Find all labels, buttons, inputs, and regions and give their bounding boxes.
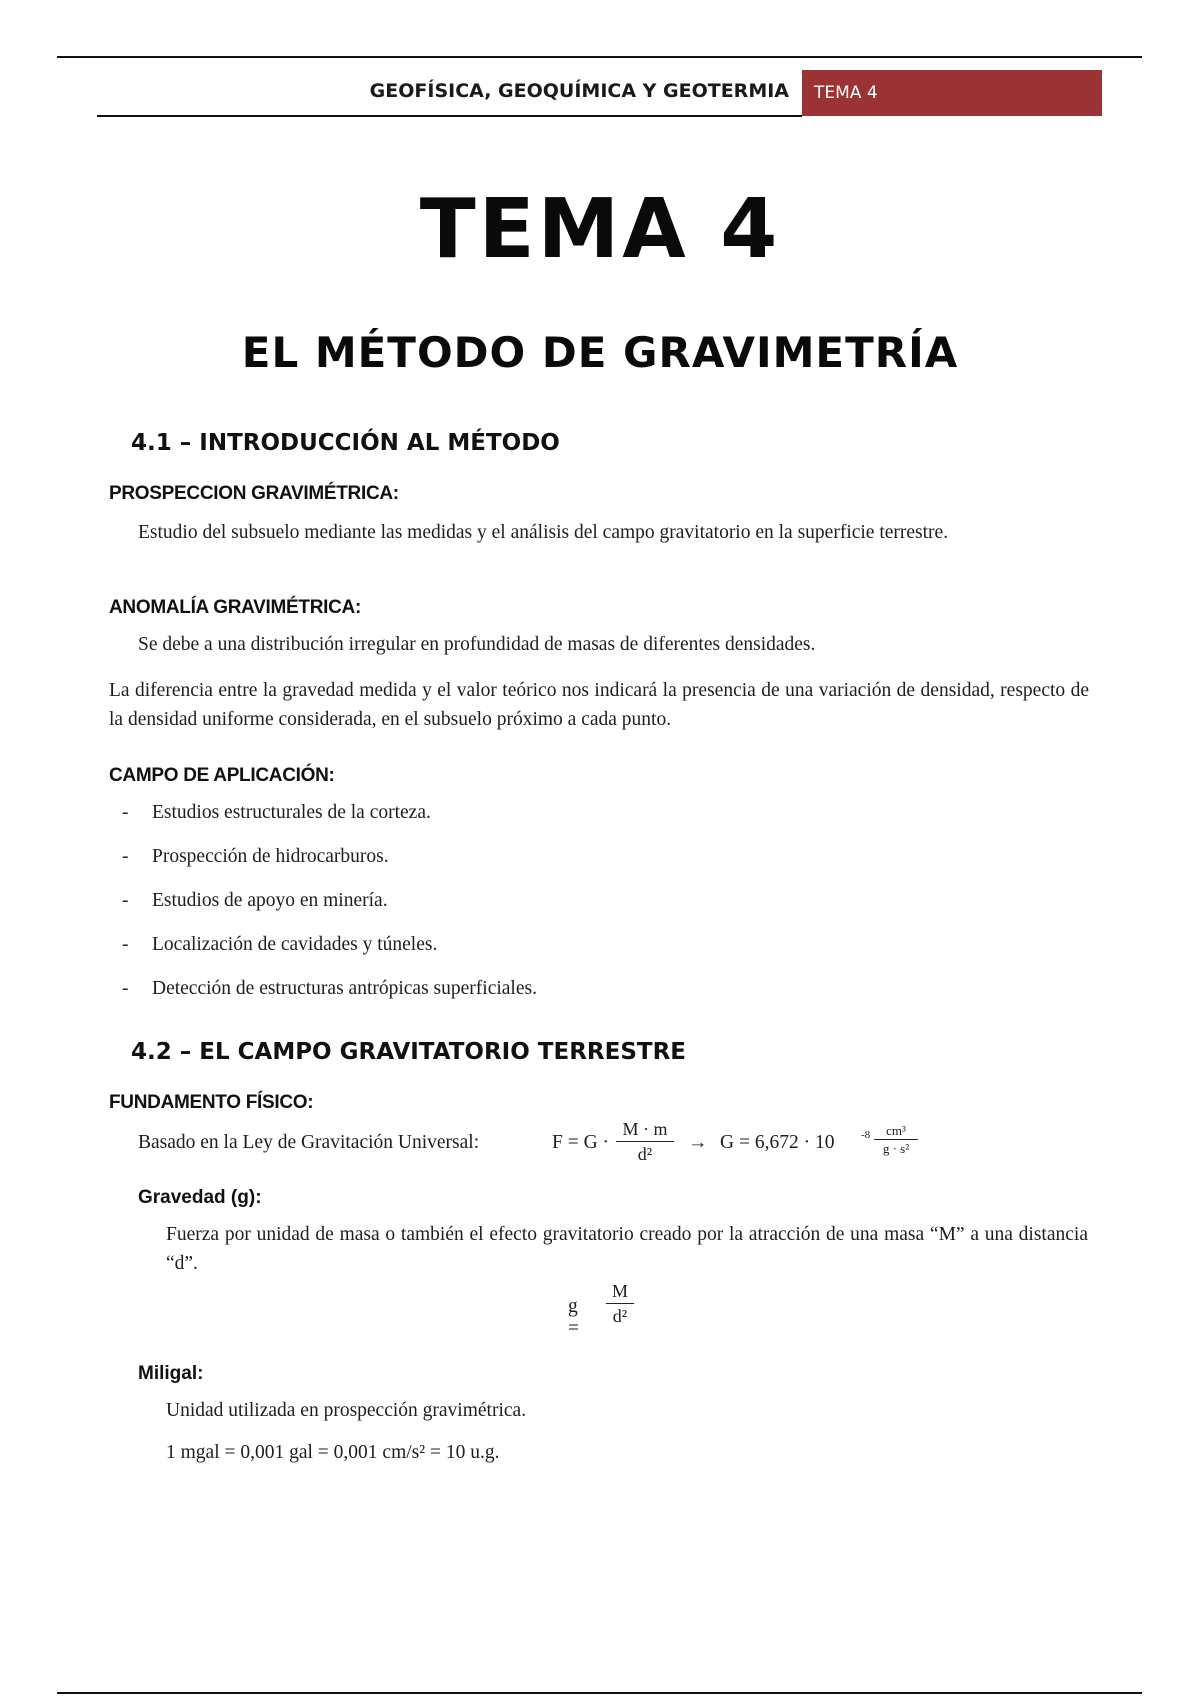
- list-item: [122, 930, 537, 974]
- section-heading-4-2: 4.2 – EL CAMPO GRAVITATORIO TERRESTRE: [131, 1039, 686, 1065]
- list-item-text: Estudios estructurales de la corteza.: [152, 802, 431, 823]
- formula-fraction: [616, 1118, 674, 1165]
- topic-tab: [802, 70, 1102, 116]
- top-rule: [57, 56, 1142, 58]
- gravity-fraction: [606, 1280, 634, 1327]
- constant-g-value: G = 6,672 · 10: [720, 1132, 835, 1153]
- running-header-title: GEOFÍSICA, GEOQUÍMICA Y GEOTERMIA: [369, 80, 789, 102]
- gravity-numerator: M: [611, 1281, 628, 1301]
- constant-exponent: -8: [861, 1129, 871, 1141]
- formula-denominator: d²: [637, 1144, 653, 1164]
- miligal-paragraph: Unidad utilizada en prospección gravimétrica.: [166, 1400, 527, 1421]
- bullet-marker: -: [122, 890, 129, 911]
- anomalia-label: ANOMALÍA GRAVIMÉTRICA:: [109, 597, 361, 618]
- list-item-text: Localización de cavidades y túneles.: [152, 934, 438, 955]
- anomalia-paragraph: Se debe a una distribución irregular en profundidad de masas de diferentes densidades.: [138, 634, 816, 655]
- bullet-marker: -: [122, 846, 129, 867]
- document-title: TEMA 4: [419, 182, 781, 277]
- prospeccion-label: PROSPECCION GRAVIMÉTRICA:: [109, 483, 399, 504]
- campo-aplicacion-label: CAMPO DE APLICACIÓN:: [109, 765, 335, 786]
- unit-fraction: [874, 1123, 918, 1156]
- miligal-label: Miligal:: [138, 1363, 204, 1384]
- gravity-denominator: d²: [612, 1306, 628, 1326]
- bullet-marker: -: [122, 934, 129, 955]
- list-item-text: Detección de estructuras antrópicas superficiales.: [152, 978, 537, 999]
- fundamento-text: Basado en la Ley de Gravitación Universal:: [138, 1132, 480, 1153]
- formula-numerator: M · m: [622, 1119, 668, 1139]
- bottom-rule: [57, 1692, 1142, 1694]
- list-item: [122, 798, 537, 842]
- fraction-bar: [874, 1139, 918, 1140]
- section-heading-4-1: 4.1 – INTRODUCCIÓN AL MÉTODO: [131, 430, 560, 456]
- gravedad-paragraph: Fuerza por unidad de masa o también el efecto gravitatorio creado por la atracción de una masa “M” a una distancia “d”.: [166, 1224, 1088, 1274]
- gravedad-label: Gravedad (g):: [138, 1187, 262, 1208]
- campo-aplicacion-list: [122, 798, 537, 1018]
- list-item-text: Prospección de hidrocarburos.: [152, 846, 389, 867]
- gravity-formula-lhs: g =: [568, 1296, 579, 1339]
- list-item: [122, 842, 537, 886]
- list-item: [122, 974, 537, 1018]
- fundamento-label: FUNDAMENTO FÍSICO:: [109, 1092, 314, 1113]
- fraction-bar: [616, 1141, 674, 1142]
- list-item: [122, 886, 537, 930]
- unit-numerator: cm³: [886, 1123, 906, 1138]
- topic-tab-label: TEMA 4: [814, 83, 878, 103]
- diferencia-paragraph: La diferencia entre la gravedad medida y el valor teórico nos indicará la presencia de una variación de densidad, respecto de la densidad uniforme considerada, en el subsuelo próximo a cada punto.: [109, 680, 1089, 730]
- prospeccion-paragraph: Estudio del subsuelo mediante las medidas y el análisis del campo gravitatorio en la superficie terrestre.: [138, 522, 949, 543]
- bullet-marker: -: [122, 978, 129, 999]
- arrow-symbol: →: [688, 1132, 708, 1153]
- list-item-text: Estudios de apoyo en minería.: [152, 890, 388, 911]
- header-underline: [97, 115, 802, 117]
- formula-lhs: F = G ·: [552, 1132, 610, 1153]
- bullet-marker: -: [122, 802, 129, 823]
- unit-denominator: g · s²: [882, 1141, 910, 1156]
- document-subtitle: EL MÉTODO DE GRAVIMETRÍA: [241, 328, 959, 377]
- miligal-equivalence: 1 mgal = 0,001 gal = 0,001 cm/s² = 10 u.g.: [166, 1442, 500, 1463]
- fraction-bar: [606, 1303, 634, 1304]
